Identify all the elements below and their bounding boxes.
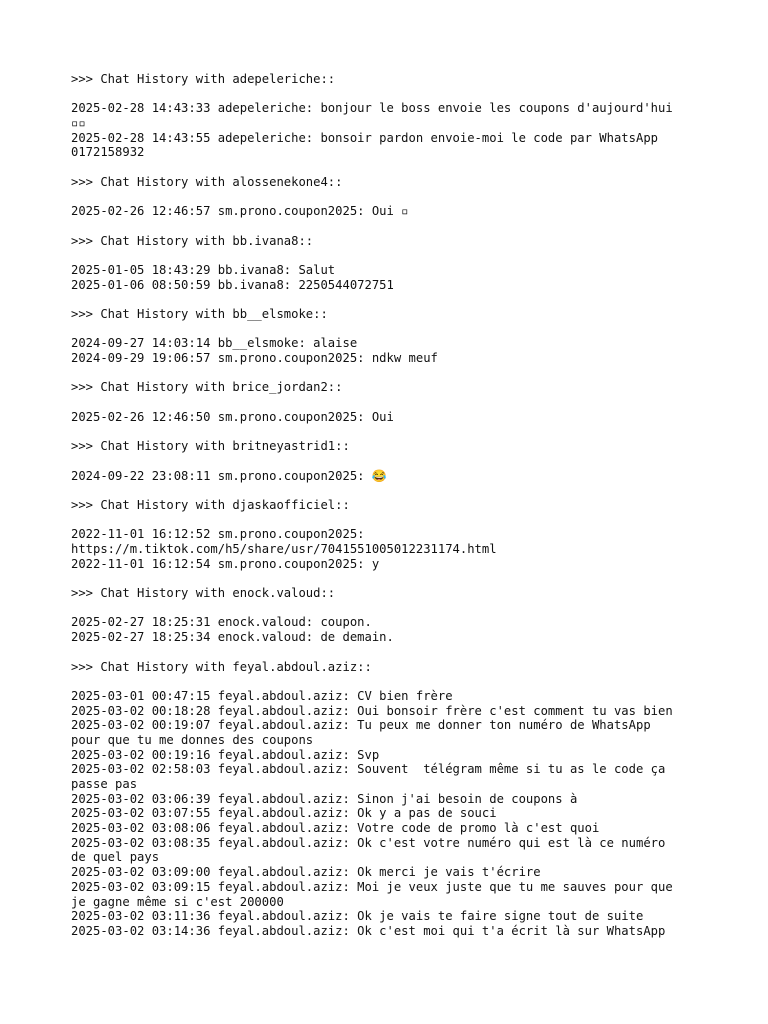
chat-message-line: 2025-03-02 03:08:35 feyal.abdoul.aziz: Ok c'est votre numéro qui est là ce numéro	[71, 835, 666, 850]
chat-message-line: 2025-01-05 18:43:29 bb.ivana8: Salut	[71, 262, 336, 277]
chat-message-line: 2025-02-26 12:46:57 sm.prono.coupon2025: Oui ▫	[71, 204, 409, 219]
blank-line	[71, 454, 711, 469]
blank-line	[71, 248, 711, 263]
blank-line	[71, 601, 711, 616]
chat-message-line: ▫▫	[71, 116, 86, 131]
chat-message-line: 2025-03-01 00:47:15 feyal.abdoul.aziz: CV bien frère	[71, 688, 453, 703]
blank-line	[71, 645, 711, 660]
chat-message-line: 2025-03-02 03:09:15 feyal.abdoul.aziz: Moi je veux juste que tu me sauves pour que	[71, 879, 673, 894]
blank-line	[71, 219, 711, 234]
chat-message-line: 0172158932	[71, 145, 145, 160]
blank-line	[71, 395, 711, 410]
chat-history-header: >>> Chat History with enock.valoud::	[71, 586, 336, 601]
blank-line	[71, 366, 711, 381]
chat-message-line: https://m.tiktok.com/h5/share/usr/7041551005012231174.html	[71, 542, 497, 556]
blank-line	[71, 513, 711, 528]
blank-line	[71, 87, 711, 102]
chat-message-line: passe pas	[71, 777, 138, 791]
chat-history-header: >>> Chat History with adepeleriche::	[71, 72, 336, 86]
chat-message-line: 2025-03-02 03:09:00 feyal.abdoul.aziz: Ok merci je vais t'écrire	[71, 865, 541, 880]
blank-line	[71, 190, 711, 205]
chat-history-header: >>> Chat History with djaskaofficiel::	[71, 497, 350, 512]
chat-message-line: 2025-03-02 00:19:07 feyal.abdoul.aziz: Tu peux me donner ton numéro de WhatsApp	[71, 718, 651, 733]
chat-message-line: 2022-11-01 16:12:52 sm.prono.coupon2025:	[71, 527, 365, 542]
blank-line	[71, 292, 711, 307]
chat-message-line: 2024-09-22 23:08:11 sm.prono.coupon2025: 😂	[71, 468, 388, 483]
chat-message-line: 2022-11-01 16:12:54 sm.prono.coupon2025: y	[71, 556, 380, 571]
chat-message-line: 2025-03-02 00:18:28 feyal.abdoul.aziz: Oui bonsoir frère c'est comment tu vas bien	[71, 703, 673, 718]
blank-line	[71, 322, 711, 337]
chat-history-header: >>> Chat History with alossenekone4::	[71, 174, 343, 189]
chat-message-line: 2025-02-27 18:25:31 enock.valoud: coupon.	[71, 615, 372, 630]
chat-history-header: >>> Chat History with bb.ivana8::	[71, 233, 314, 248]
chat-history-header: >>> Chat History with bb__elsmoke::	[71, 307, 328, 321]
blank-line	[71, 425, 711, 440]
blank-line	[71, 674, 711, 689]
chat-message-line: 2025-03-02 02:58:03 feyal.abdoul.aziz: Souvent télégram même si tu as le code ça	[71, 762, 666, 777]
chat-message-line: 2024-09-29 19:06:57 sm.prono.coupon2025: ndkw meuf	[71, 351, 438, 366]
chat-message-line: 2025-03-02 03:06:39 feyal.abdoul.aziz: Sinon j'ai besoin de coupons à	[71, 791, 578, 806]
chat-message-line: 2025-02-26 12:46:50 sm.prono.coupon2025: Oui	[71, 409, 394, 424]
chat-message-line: je gagne même si c'est 200000	[71, 894, 284, 909]
chat-message-line: 2025-02-27 18:25:34 enock.valoud: de demain.	[71, 630, 394, 645]
chat-history-header: >>> Chat History with britneyastrid1::	[71, 439, 350, 454]
chat-message-line: 2025-03-02 03:08:06 feyal.abdoul.aziz: Votre code de promo là c'est quoi	[71, 821, 600, 836]
chat-message-line: 2025-03-02 00:19:16 feyal.abdoul.aziz: Svp	[71, 747, 380, 762]
blank-line	[71, 160, 711, 175]
blank-line	[71, 483, 711, 498]
chat-message-line: de quel pays	[71, 850, 160, 865]
chat-message-line: 2024-09-27 14:03:14 bb__elsmoke: alaise	[71, 336, 358, 351]
blank-line	[71, 571, 711, 586]
chat-history-header: >>> Chat History with brice_jordan2::	[71, 380, 343, 395]
chat-message-line: 2025-02-28 14:43:55 adepeleriche: bonsoir pardon envoie-moi le code par WhatsApp	[71, 130, 658, 145]
chat-message-line: 2025-03-02 03:07:55 feyal.abdoul.aziz: Ok y a pas de souci	[71, 806, 497, 821]
chat-history-header: >>> Chat History with feyal.abdoul.aziz::	[71, 659, 372, 674]
chat-message-line: 2025-01-06 08:50:59 bb.ivana8: 2250544072751	[71, 277, 394, 292]
chat-message-line: 2025-03-02 03:11:36 feyal.abdoul.aziz: Ok je vais te faire signe tout de suite	[71, 909, 644, 924]
chat-message-line: pour que tu me donnes des coupons	[71, 732, 314, 747]
chat-message-line: 2025-03-02 03:14:36 feyal.abdoul.aziz: Ok c'est moi qui t'a écrit là sur WhatsApp	[71, 923, 666, 938]
chat-history-document	[71, 72, 711, 939]
chat-message-line: 2025-02-28 14:43:33 adepeleriche: bonjour le boss envoie les coupons d'aujourd'hui	[71, 101, 673, 116]
